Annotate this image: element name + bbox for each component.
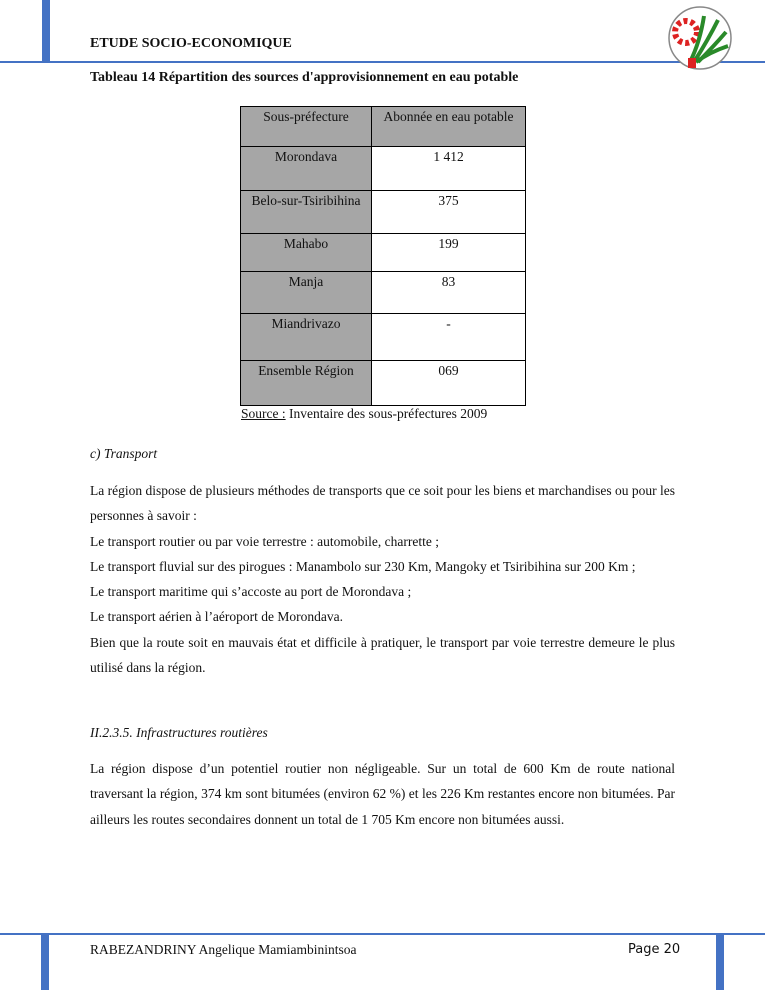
- paragraph-line: Le transport routier ou par voie terrestre : automobile, charrette ;: [90, 533, 439, 549]
- section-heading-transport: c) Transport: [90, 446, 158, 461]
- footer-accent-bar-left: [41, 933, 49, 990]
- cell: Miandrivazo: [241, 314, 372, 361]
- table-row: [241, 361, 526, 406]
- table-row: [241, 234, 526, 272]
- source-text: Inventaire des sous-préfectures 2009: [285, 406, 488, 421]
- cell: 83: [372, 272, 526, 314]
- header-rule: [0, 61, 765, 63]
- source-label: Source :: [241, 406, 286, 421]
- cell: Mahabo: [241, 234, 372, 272]
- table-row: [241, 147, 526, 191]
- paragraph-line: Le transport fluvial sur des pirogues : Manambolo sur 230 Km, Mangoky et Tsiribihina sur 200 Km ;: [90, 558, 636, 574]
- cell: 199: [372, 234, 526, 272]
- paragraph-line: La région dispose de plusieurs méthodes de transports que ce soit pour les biens et marchandises ou pour les personnes à savoir :: [90, 483, 675, 524]
- paragraph-line: Bien que la route soit en mauvais état et difficile à pratiquer, le transport par voie terrestre demeure le plus utilisé dans la région.: [90, 634, 675, 676]
- cell: Belo-sur-Tsiribihina: [241, 191, 372, 234]
- header-accent-bar: [42, 0, 50, 62]
- header-title: ETUDE SOCIO-ECONOMIQUE: [90, 36, 292, 51]
- cell: 069: [372, 361, 526, 406]
- table-caption: Tableau 14 Répartition des sources d'approvisionnement en eau potable: [90, 70, 519, 85]
- column-header: Abonnée en eau potable: [372, 107, 526, 147]
- table-header-row: [241, 107, 526, 147]
- table-row: [241, 272, 526, 314]
- table-row: [241, 191, 526, 234]
- footer-accent-bar-right: [716, 933, 724, 990]
- transport-paragraph: [90, 478, 675, 680]
- paragraph-line: Le transport aérien à l’aéroport de Morondava.: [90, 609, 344, 625]
- page-number: Page 20: [628, 942, 681, 957]
- table-source: [241, 406, 487, 422]
- cell: Ensemble Région: [241, 361, 372, 406]
- cell: 1 412: [372, 147, 526, 191]
- university-logo-icon: [660, 2, 740, 72]
- column-header: Sous-préfecture: [241, 107, 372, 147]
- infrastructure-paragraph: La région dispose d’un potentiel routier non négligeable. Sur un total de 600 Km de route national traversant la région, 374 km sont bitumées (environ 62 %) et les 226 Km restantes encore non bitumées. Par ailleurs les routes secondaires donnent un total de 1 705 Km encore non bitumées aussi.: [90, 761, 675, 827]
- cell: 375: [372, 191, 526, 234]
- water-subscribers-table: [240, 106, 526, 406]
- cell: Manja: [241, 272, 372, 314]
- cell: -: [372, 314, 526, 361]
- cell: Morondava: [241, 147, 372, 191]
- footer-author: RABEZANDRINY Angelique Mamiambinintsoa: [90, 942, 357, 957]
- section-heading-infrastructures: II.2.3.5. Infrastructures routières: [90, 725, 268, 740]
- footer-rule: [0, 933, 765, 935]
- table-row: [241, 314, 526, 361]
- paragraph-line: Le transport maritime qui s’accoste au port de Morondava ;: [90, 584, 412, 600]
